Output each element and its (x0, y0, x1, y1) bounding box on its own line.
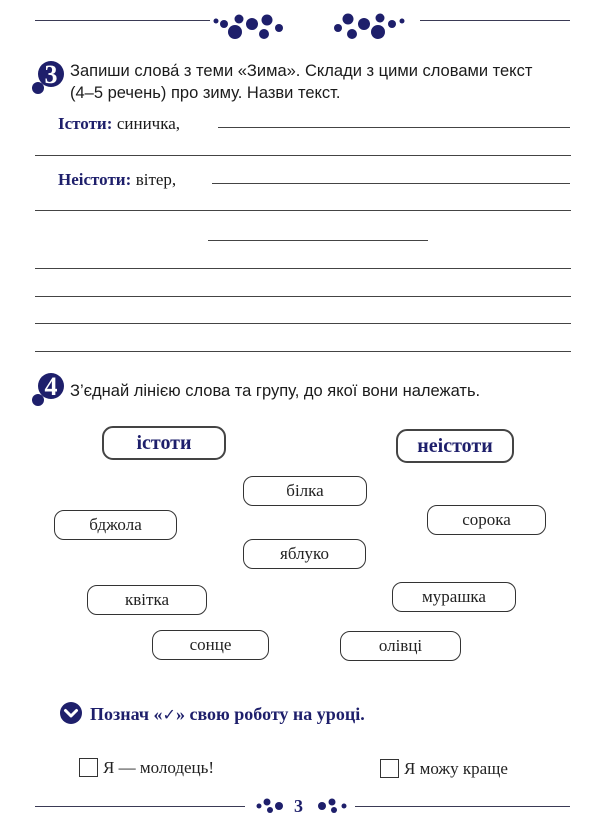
living-row (58, 114, 180, 134)
header-rule-right (420, 20, 570, 21)
footer-bubbles-right (316, 796, 352, 816)
text-line-3[interactable] (35, 323, 571, 324)
task-3-instruction (70, 60, 532, 104)
checkbox-molodets[interactable] (79, 758, 98, 777)
title-line[interactable] (208, 240, 428, 241)
writing-line-2[interactable] (35, 210, 571, 211)
bubble-decoration-right (330, 10, 420, 42)
writing-line-nonliving[interactable] (212, 183, 570, 184)
prompt-part2: » свою роботу на уроці. (175, 704, 365, 724)
nonliving-row (58, 170, 176, 190)
self-assessment-prompt (90, 704, 365, 725)
living-label: Істоти: (58, 114, 113, 133)
footer-bubbles-left (255, 796, 287, 816)
writing-line-living[interactable] (218, 127, 570, 128)
page-number: 3 (294, 796, 303, 816)
word-yabluko[interactable]: яблуко (243, 539, 366, 569)
word-kvitka[interactable]: квітка (87, 585, 207, 615)
task-3-instruction-line1: Запиши слова́ з теми «Зима». Склади з цими словами текст (70, 62, 533, 80)
task-3-instruction-line2: (4–5 речень) про зиму. Назви текст. (70, 84, 341, 102)
task-4-instruction: З’єднай лінією слова та групу, до якої вони належать. (70, 382, 481, 400)
word-soroka[interactable]: сорока (427, 505, 546, 535)
nonliving-label: Неістоти: (58, 170, 132, 189)
word-sontse[interactable]: сонце (152, 630, 269, 660)
living-example: синичка, (116, 114, 181, 133)
nonliving-example: вітер, (135, 170, 177, 189)
task-3-number: 3 (44, 60, 58, 89)
word-murashka[interactable]: мурашка (392, 582, 516, 612)
text-line-4[interactable] (35, 351, 571, 352)
check-mark-icon: ✓ (162, 705, 176, 724)
text-line-2[interactable] (35, 296, 571, 297)
group-nonliving[interactable]: неістоти (396, 429, 514, 463)
footer-rule-left (35, 806, 245, 807)
option-mozhu-krashche-label: Я можу краще (404, 759, 508, 778)
checkbox-mozhu-krashche[interactable] (380, 759, 399, 778)
word-olivtsi[interactable]: олівці (340, 631, 461, 661)
bubble-decoration-left (212, 10, 287, 42)
task-4-badge (30, 366, 64, 410)
text-line-1[interactable] (35, 268, 571, 269)
group-living[interactable]: істоти (102, 426, 226, 460)
writing-line-1[interactable] (35, 155, 571, 156)
chevron-down-icon (60, 702, 82, 724)
word-bdzhola[interactable]: бджола (54, 510, 177, 540)
prompt-part1: Познач « (90, 704, 163, 724)
word-bilka[interactable]: білка (243, 476, 367, 506)
option-molodets-label: Я — молодець! (103, 758, 215, 777)
footer-rule-right (355, 806, 570, 807)
header-rule-left (35, 20, 210, 21)
task-3-badge (30, 54, 64, 98)
task-4-number: 4 (44, 372, 58, 401)
